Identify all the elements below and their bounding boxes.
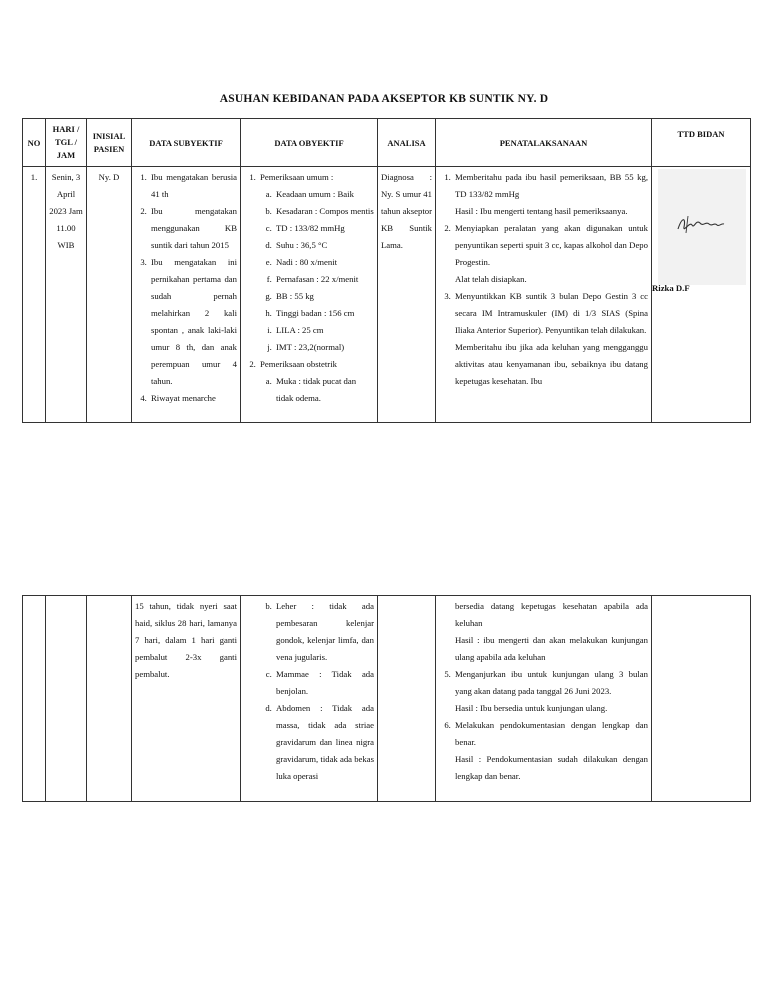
visit-date-time: Senin, 3 April 2023 Jam 11.00 WIB bbox=[49, 172, 83, 250]
document-title: ASUHAN KEBIDANAN PADA AKSEPTOR KB SUNTIK NY. D bbox=[219, 93, 549, 105]
signature-image bbox=[658, 169, 746, 285]
objective-item: f. Pernafasan : 22 x/menit bbox=[274, 271, 374, 288]
objective-item: j. IMT : 23,2(normal) bbox=[274, 339, 374, 356]
objective-item: b. Leher : tidak ada pembesaran kelenjar gondok, kelenjar limfa, dan vena jugularis. bbox=[274, 598, 374, 666]
header-data-obyektif: DATA OBYEKTIF bbox=[241, 119, 378, 167]
objective-item: e. Nadi : 80 x/menit bbox=[274, 254, 374, 271]
subjective-item: 1. Ibu mengatakan berusia 41 th bbox=[149, 169, 237, 203]
subjective-item: 4. Riwayat menarche bbox=[149, 390, 237, 407]
header-inisial-pasien: INISIAL PASIEN bbox=[87, 119, 132, 167]
subjective-data bbox=[132, 167, 240, 407]
header-no: NO bbox=[23, 119, 46, 167]
management-plan-continued bbox=[436, 596, 651, 785]
patient-initials: Ny. D bbox=[98, 172, 120, 182]
subjective-data-continued: 15 tahun, tidak nyeri saat haid, siklus 28 hari, lamanya 7 hari, dalam 1 hari ganti pembalut 2-3x ganti pembalut. bbox=[135, 601, 237, 679]
objective-item: d. Suhu : 36,5 °C bbox=[274, 237, 374, 254]
objective-item: c. Mammae : Tidak ada benjolan. bbox=[274, 666, 374, 700]
management-result: Hasil : ibu mengerti dan akan melakukan kunjungan ulang apabila ada keluhan bbox=[455, 635, 648, 662]
midwife-name: Rizka D.F bbox=[652, 283, 690, 293]
management-action: Menganjurkan ibu untuk kunjungan ulang 3 bulan yang akan datang pada tanggal 26 Juni 2023. bbox=[455, 669, 648, 696]
management-action: Menyiapkan peralatan yang akan digunakan untuk penyuntikan seperti spuit 3 cc, kapas alkohol dan Depo Progestin. bbox=[455, 223, 648, 267]
objective-item: i. LILA : 25 cm bbox=[274, 322, 374, 339]
general-exam-title: Pemeriksaan umum : bbox=[260, 172, 334, 182]
objective-data-continued bbox=[241, 596, 377, 785]
header-data-subyektif: DATA SUBYEKTIF bbox=[132, 119, 241, 167]
obstetric-exam-title: Pemeriksaan obstetrik bbox=[260, 359, 337, 369]
objective-item: h. Tinggi badan : 156 cm bbox=[274, 305, 374, 322]
objective-item: c. TD : 133/82 mmHg bbox=[274, 220, 374, 237]
header-hari-tgl-jam: HARI / TGL / JAM bbox=[46, 119, 87, 167]
management-action: Menyuntikkan KB suntik 3 bulan Depo Gestin 3 cc secara IM Intramuskuler (IM) di 1/3 SIAS (Spina Iliaka Anterior Superior). Penyuntikan telah dilakukan. bbox=[455, 291, 648, 335]
management-result: Hasil : Pendokumentasian sudah dilakukan dengan lengkap dan benar. bbox=[455, 754, 648, 781]
objective-item: g. BB : 55 kg bbox=[274, 288, 374, 305]
objective-item: a. Muka : tidak pucat dan tidak odema. bbox=[274, 373, 374, 407]
objective-data bbox=[241, 167, 377, 407]
management-action: bersedia datang kepetugas kesehatan apabila ada keluhan bbox=[455, 601, 648, 628]
management-action: Memberitahu pada ibu hasil pemeriksaan, BB 55 kg, TD 133/82 mmHg bbox=[455, 172, 648, 199]
objective-item: a. Keadaan umum : Baik bbox=[274, 186, 374, 203]
objective-item: b. Kesadaran : Compos mentis bbox=[274, 203, 374, 220]
objective-item: d. Abdomen : Tidak ada massa, tidak ada striae gravidarum dan linea nigra gravidarum, tidak ada bekas luka operasi bbox=[274, 700, 374, 785]
care-table-page-1 bbox=[22, 118, 751, 423]
management-plan bbox=[436, 167, 651, 390]
header-analisa: ANALISA bbox=[378, 119, 436, 167]
midwife-signature-block bbox=[652, 167, 750, 412]
management-result: Alat telah disiapkan. bbox=[455, 274, 527, 284]
management-result: Hasil : Ibu mengerti tentang hasil pemeriksaanya. bbox=[455, 206, 628, 216]
care-table-page-2 bbox=[22, 595, 751, 802]
subjective-item: 2. Ibu mengatakan menggunakan KB suntik dari tahun 2015 bbox=[149, 203, 237, 254]
row-number: 1. bbox=[30, 172, 38, 182]
management-result: Memberitahu ibu jika ada keluhan yang mengganggu aktivitas atau kenyamanan ibu, sebaiknya ibu datang kepetugas kesehatan. Ibu bbox=[455, 342, 648, 386]
header-penatalaksanaan: PENATALAKSANAAN bbox=[436, 119, 652, 167]
analysis: Diagnosa : Ny. S umur 41 tahun akseptor KB Suntik Lama. bbox=[381, 172, 432, 250]
management-action: Melakukan pendokumentasian dengan lengkap dan benar. bbox=[455, 720, 648, 747]
subjective-item: 3. Ibu mengatakan ini pernikahan pertama dan sudah pernah melahirkan 2 kali spontan , anak laki-laki umur 8 th, dan anak perempuan umur 4 tahun. bbox=[149, 254, 237, 390]
management-result: Hasil : Ibu bersedia untuk kunjungan ulang. bbox=[455, 703, 608, 713]
header-ttd-bidan: TTD BIDAN bbox=[652, 119, 751, 167]
